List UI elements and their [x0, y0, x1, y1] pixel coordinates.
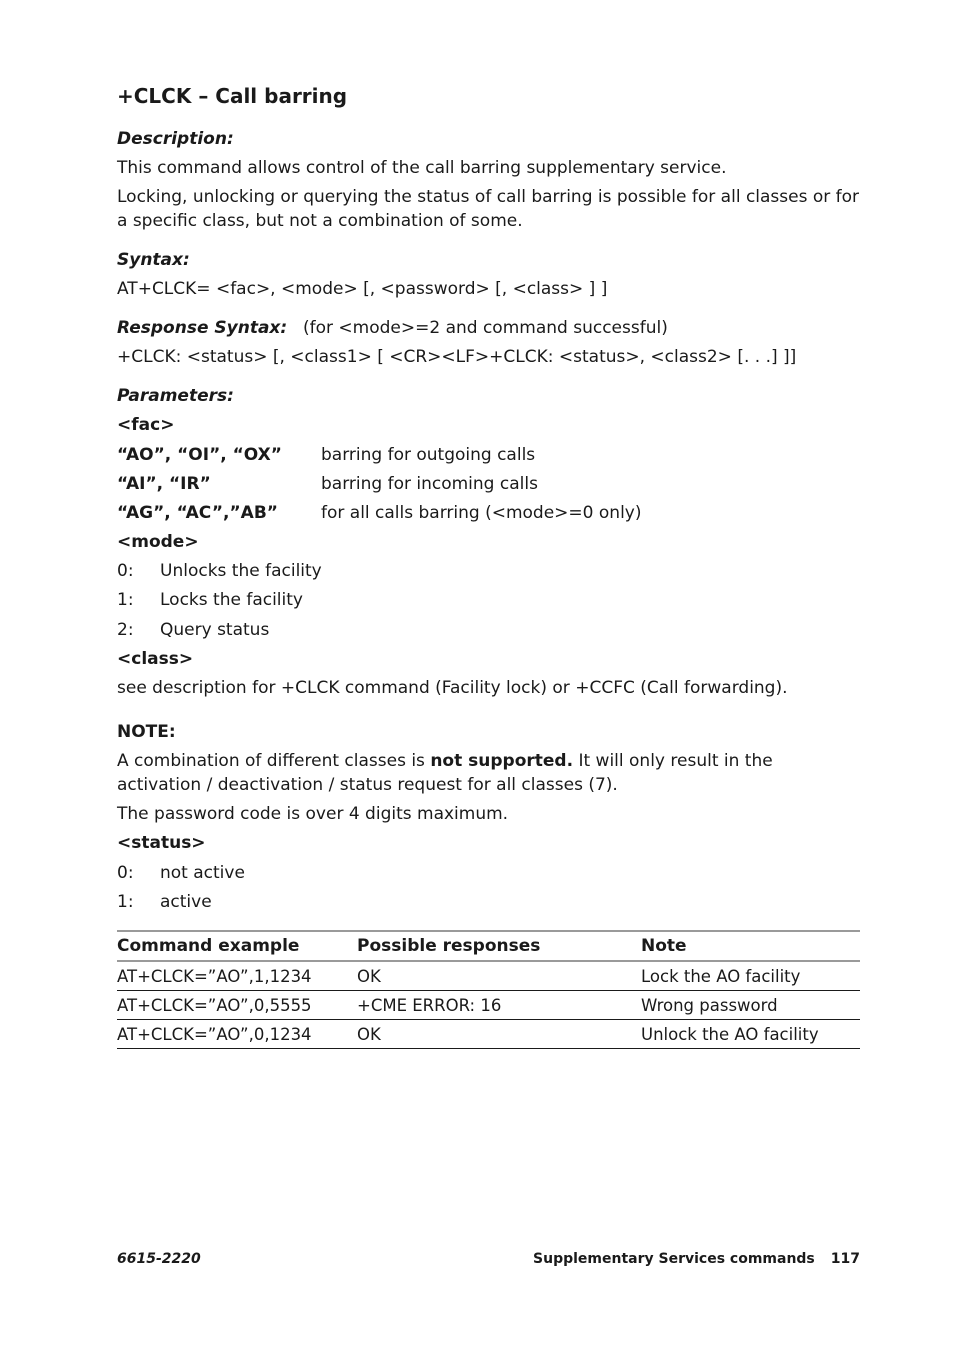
footer-doc-number: 6615-2220 [117, 1251, 201, 1267]
status-desc-1: active [160, 892, 212, 912]
note-text-before: A combination of different classes is [117, 751, 431, 771]
class-text: see description for +CLCK command (Facility lock) or +CCFC (Call forwarding). [117, 678, 788, 698]
description-heading: Description: [117, 129, 234, 149]
note-paragraph-1 [117, 749, 862, 797]
header-note: Note [641, 931, 860, 961]
table-cell-command: AT+CLCK=”AO”,1,1234 [117, 961, 357, 991]
mode-label: <mode> [117, 532, 199, 552]
response-syntax-text: +CLCK: <status> [, <class1> [ <CR><LF>+CLCK: <status>, <class2> [. . .] ]] [117, 347, 797, 367]
table-cell-command: AT+CLCK=”AO”,0,1234 [117, 1020, 357, 1049]
mode-num-0: 0: [117, 561, 134, 581]
fac-code-all: “AG”, “AC”,”AB” [117, 503, 278, 523]
section-title: +CLCK – Call barring [117, 84, 348, 108]
mode-num-1: 1: [117, 590, 134, 610]
fac-code-incoming: “AI”, “IR” [117, 474, 211, 494]
syntax-text: AT+CLCK= <fac>, <mode> [, <password> [, <class> ] ] [117, 279, 608, 299]
fac-desc-outgoing: barring for outgoing calls [321, 445, 536, 465]
fac-label: <fac> [117, 415, 175, 435]
table-row [117, 1020, 860, 1049]
table-row [117, 991, 860, 1020]
mode-desc-1: Locks the facility [160, 590, 303, 610]
status-label: <status> [117, 833, 206, 853]
table-header-row [117, 931, 860, 961]
footer-section [533, 1251, 860, 1267]
table-cell-note: Lock the AO facility [641, 961, 860, 991]
header-possible-responses: Possible responses [357, 931, 641, 961]
description-line-1: This command allows control of the call barring supplementary service. [117, 158, 727, 178]
table-cell-note: Wrong password [641, 991, 860, 1020]
status-desc-0: not active [160, 863, 245, 883]
table-cell-command: AT+CLCK=”AO”,0,5555 [117, 991, 357, 1020]
note-text-after: It will only result in the activation / deactivation / status request for all classes (7). [117, 751, 773, 795]
fac-code-outgoing: “AO”, “OI”, “OX” [117, 445, 282, 465]
mode-desc-0: Unlocks the facility [160, 561, 322, 581]
table-cell-response: OK [357, 1020, 641, 1049]
parameters-heading: Parameters: [117, 386, 234, 406]
note-heading: NOTE: [117, 722, 176, 742]
status-num-0: 0: [117, 863, 134, 883]
note-paragraph-2: The password code is over 4 digits maximum. [117, 804, 509, 824]
table-cell-note: Unlock the AO facility [641, 1020, 860, 1049]
response-syntax-condition: (for <mode>=2 and command successful) [303, 318, 668, 338]
table-cell-response: OK [357, 961, 641, 991]
fac-desc-incoming: barring for incoming calls [321, 474, 538, 494]
mode-desc-2: Query status [160, 620, 270, 640]
command-example-table [117, 930, 860, 1049]
footer-section-title: Supplementary Services commands [533, 1251, 815, 1267]
response-syntax-heading: Response Syntax: [117, 318, 288, 338]
syntax-heading: Syntax: [117, 250, 190, 270]
description-line-2: Locking, unlocking or querying the status of call barring is possible for all classes or for a specific class, but not a combination of some. [117, 187, 860, 231]
mode-num-2: 2: [117, 620, 134, 640]
note-text-bold: not supported. [430, 751, 574, 771]
header-command-example: Command example [117, 931, 357, 961]
class-label: <class> [117, 649, 194, 669]
table-row [117, 961, 860, 991]
footer-page-number: 117 [830, 1251, 860, 1267]
fac-desc-all: for all calls barring (<mode>=0 only) [321, 503, 642, 523]
table-cell-response: +CME ERROR: 16 [357, 991, 641, 1020]
status-num-1: 1: [117, 892, 134, 912]
